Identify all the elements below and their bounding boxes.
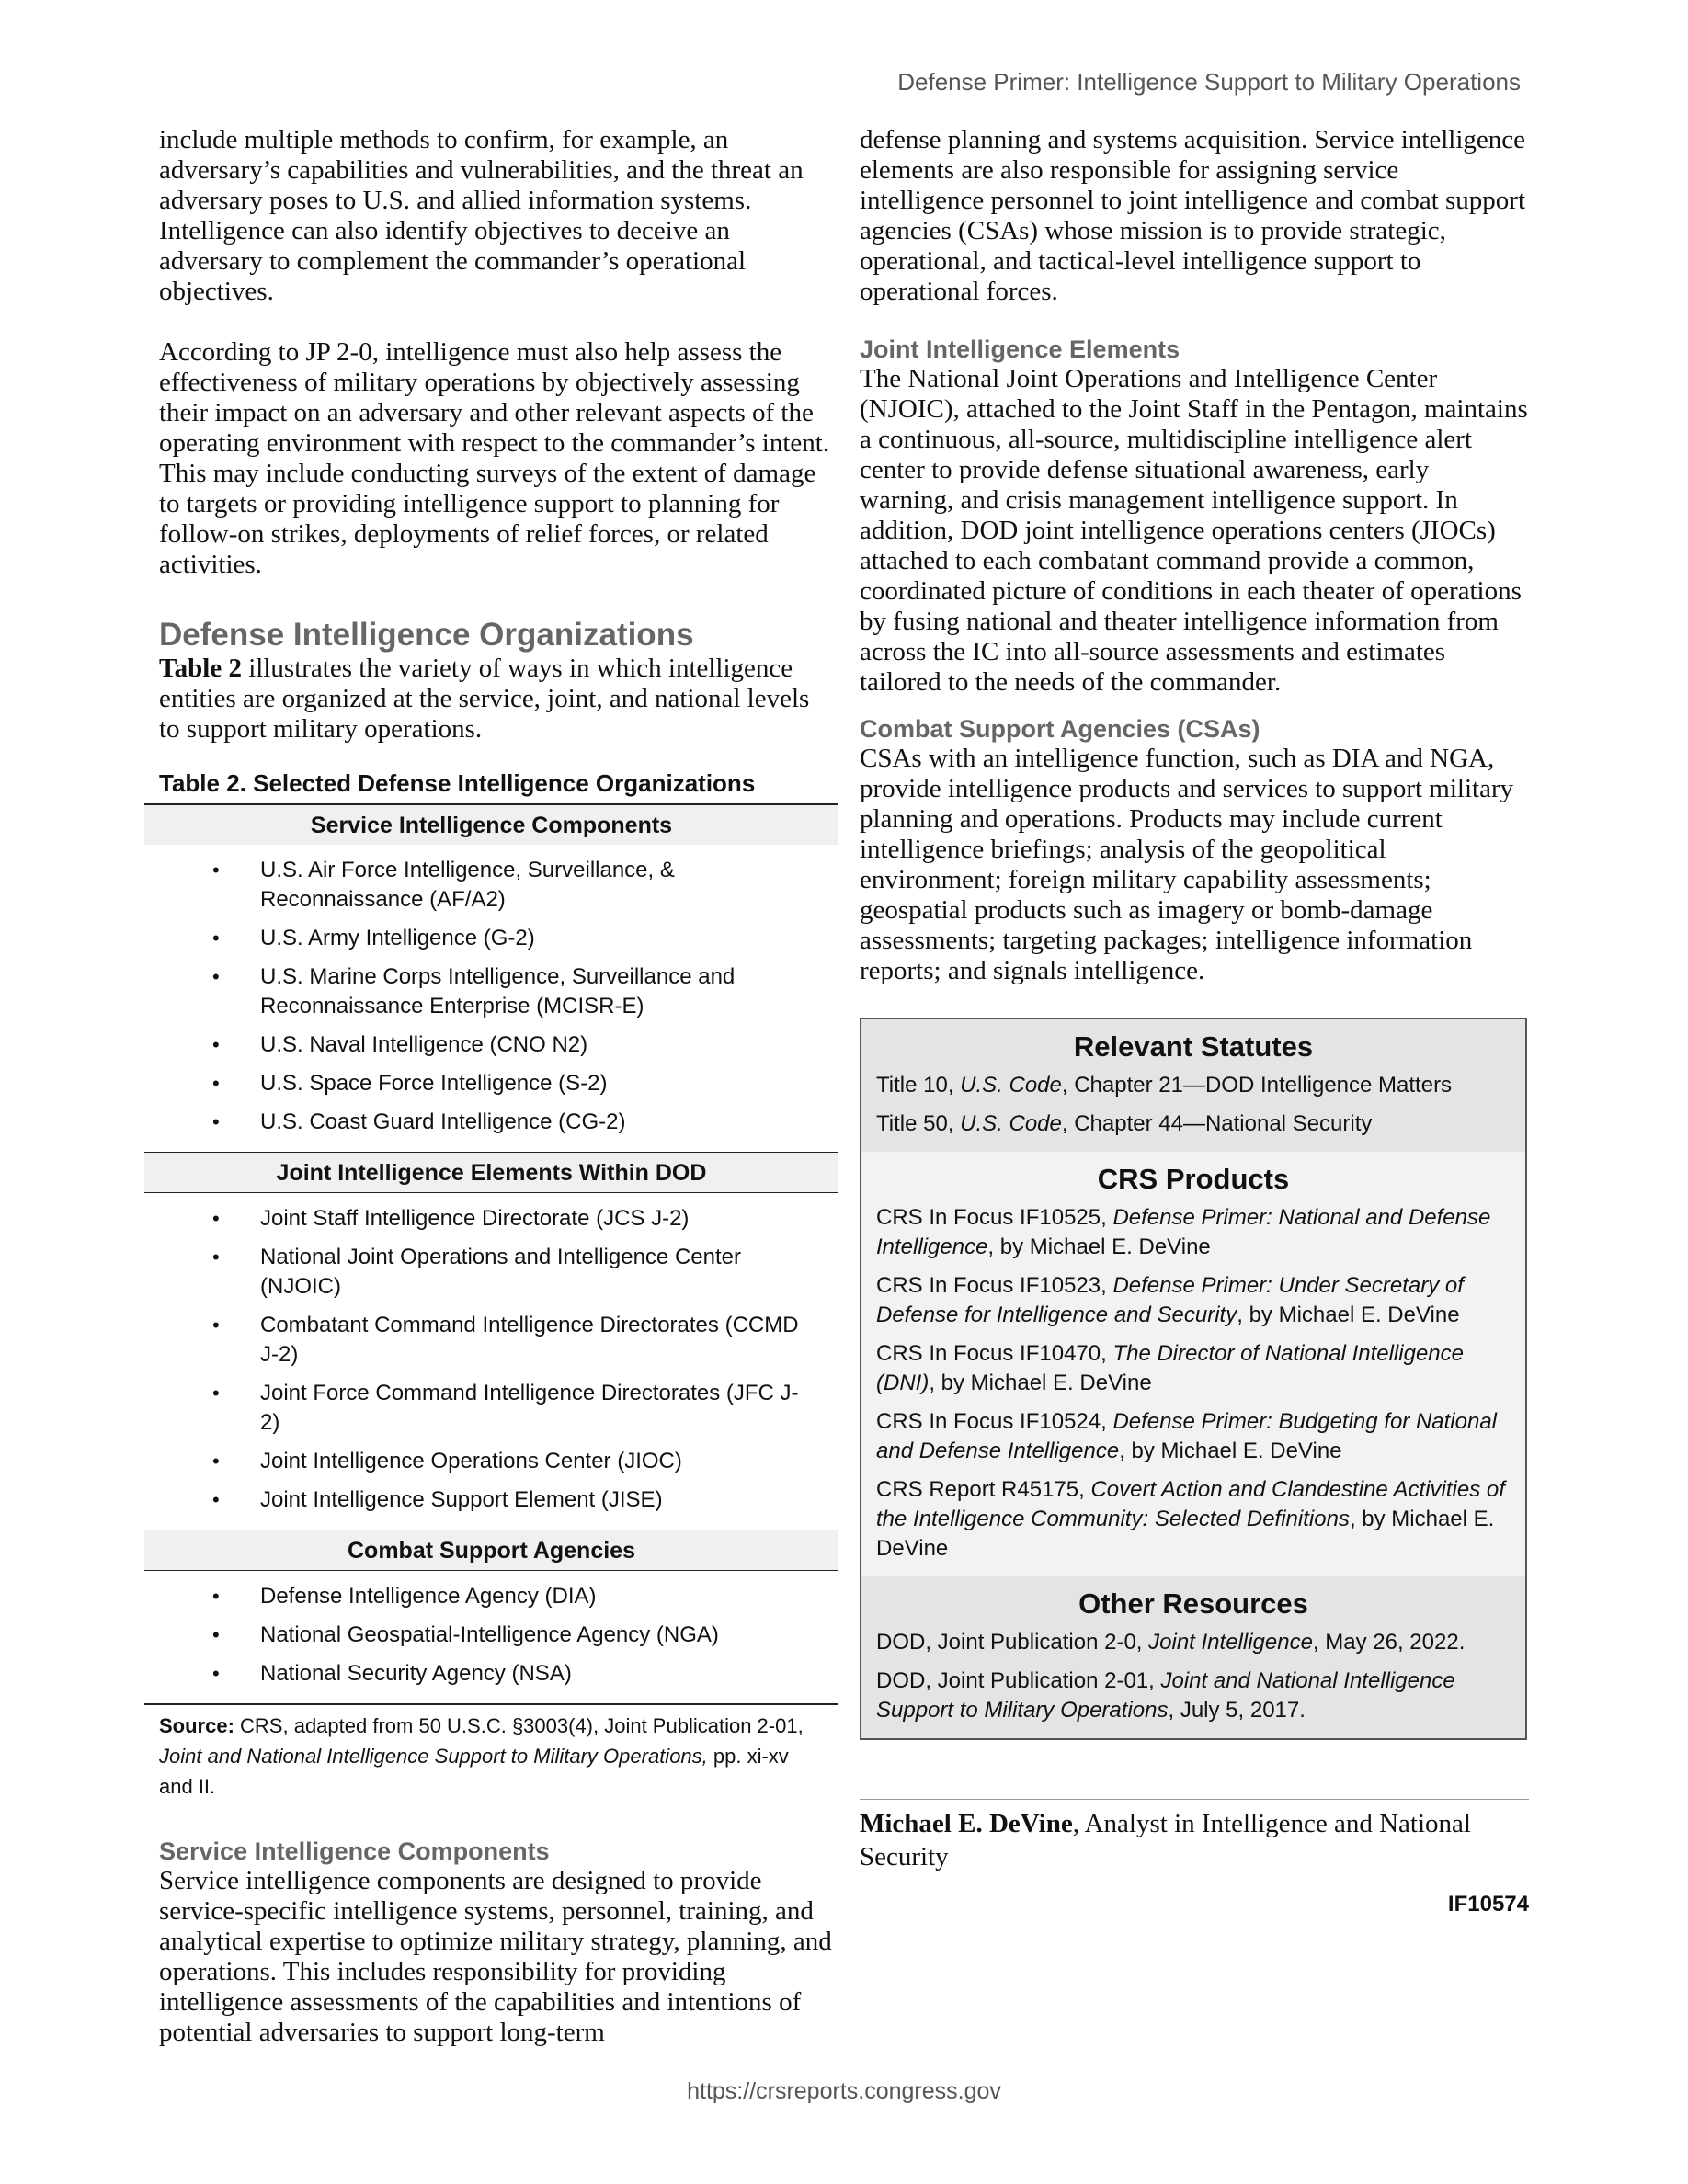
bullet-icon: •	[212, 1314, 220, 1337]
source-title: Joint and National Intelligence Support to Military Operations,	[159, 1745, 708, 1768]
list-item	[144, 1069, 838, 1098]
list-item	[144, 1243, 838, 1302]
heading-defense-intelligence-organizations: Defense Intelligence Organizations	[159, 617, 694, 653]
table-source-note	[144, 1703, 838, 1802]
list-item-text: U.S. Air Force Intelligence, Surveillance, & Reconnaissance (AF/A2)	[260, 858, 675, 912]
crs-products-section	[861, 1152, 1525, 1576]
running-header: Defense Primer: Intelligence Support to Military Operations	[897, 68, 1521, 96]
list-item	[144, 1582, 838, 1611]
list-item	[144, 1030, 838, 1060]
document-id: IF10574	[1447, 1892, 1529, 1917]
list-item-text: National Geospatial-Intelligence Agency (NGA)	[260, 1622, 719, 1647]
list-item-text: Joint Intelligence Operations Center (JIOC)	[260, 1449, 682, 1473]
table-section-header: Service Intelligence Components	[144, 803, 838, 845]
table-section-list	[144, 1193, 838, 1530]
table-section-list	[144, 1571, 838, 1703]
right-column	[860, 125, 1529, 1917]
list-item	[144, 1379, 838, 1438]
paragraph-left-4: Service intelligence components are designed to provide service-specific intelligence systems, personnel, training, and analytical expertise to optimize military strategy, planning, and operations. This includes responsibility for providing intelligence assessments of the capabilities and intentions of potential adversaries to support long-term	[159, 1866, 832, 2047]
list-item	[144, 924, 838, 953]
list-item-text: Joint Intelligence Support Element (JISE)	[260, 1487, 663, 1512]
list-item-text: Combatant Command Intelligence Directorates (CCMD J-2)	[260, 1313, 799, 1367]
bullet-icon: •	[212, 1207, 220, 1230]
author-block	[860, 1799, 1529, 1917]
table-section-list	[144, 845, 838, 1152]
table-2	[144, 768, 838, 1802]
list-item	[144, 1485, 838, 1515]
author-name: Michael E. DeVine	[860, 1809, 1073, 1838]
left-column	[159, 125, 837, 2048]
source-label: Source:	[159, 1714, 234, 1737]
bullet-icon: •	[212, 1246, 220, 1268]
list-item-text: Defense Intelligence Agency (DIA)	[260, 1584, 597, 1609]
list-item	[144, 1621, 838, 1650]
heading-service-intelligence-components: Service Intelligence Components	[159, 1837, 550, 1865]
bullet-icon: •	[212, 1072, 220, 1095]
source-text: CRS, adapted from 50 U.S.C. §3003(4), Joint Publication 2-01,	[234, 1714, 804, 1737]
list-item-text: U.S. Coast Guard Intelligence (CG-2)	[260, 1109, 626, 1134]
paragraph-left-3	[159, 654, 837, 745]
heading-combat-support-agencies: Combat Support Agencies (CSAs)	[860, 715, 1260, 743]
bullet-icon: •	[212, 1033, 220, 1056]
list-item	[144, 1659, 838, 1689]
product-item[interactable]: CRS In Focus IF10523, Defense Primer: Under Secretary of Defense for Intelligence and Security, by Michael E. DeVine	[876, 1273, 1464, 1327]
list-item-text: U.S. Space Force Intelligence (S-2)	[260, 1071, 608, 1096]
bullet-icon: •	[212, 1662, 220, 1685]
bullet-icon: •	[212, 1382, 220, 1405]
bullet-icon: •	[212, 1488, 220, 1511]
list-item	[144, 1108, 838, 1137]
box-section-title: Other Resources	[1078, 1587, 1308, 1620]
list-item	[144, 1204, 838, 1234]
resources-box	[860, 1018, 1527, 1740]
statute-item: Title 10, U.S. Code, Chapter 21—DOD Intelligence Matters	[876, 1073, 1453, 1098]
table-ref-link[interactable]: Table 2	[159, 654, 242, 683]
bullet-icon: •	[212, 1623, 220, 1646]
paragraph-right-1: defense planning and systems acquisition. Service intelligence elements are also responsible for assigning service intelligence personnel to joint intelligence and combat support agencies (CSAs) whose mission is to provide strategic, operational, and tactical-level intelligence support to operational forces.	[860, 125, 1525, 306]
paragraph-right-2: The National Joint Operations and Intelligence Center (NJOIC), attached to the Joint Staff in the Pentagon, maintains a continuous, all-source, multidiscipline intelligence alert center to provide defense situational awareness, early warning, and crisis management intelligence support. In addition, DOD joint intelligence operations centers (JIOCs) attached to each combatant command provide a common, coordinated picture of conditions in each theater of operations by fusing national and theater intelligence information from across the IC into all-source assessments and estimates tailored to the needs of the commander.	[860, 364, 1528, 697]
list-item-text: U.S. Army Intelligence (G-2)	[260, 926, 535, 950]
list-item-text: Joint Force Command Intelligence Directorates (JFC J-2)	[260, 1381, 799, 1435]
list-item-text: National Security Agency (NSA)	[260, 1661, 572, 1686]
relevant-statutes-section	[861, 1019, 1525, 1152]
list-item-text: National Joint Operations and Intelligence Center (NJOIC)	[260, 1245, 741, 1299]
paragraph-right-3: CSAs with an intelligence function, such as DIA and NGA, provide intelligence products and services to support military planning and operations. Products may include current intelligence briefings; analysis of the geopolitical environment; foreign military capability assessments; geospatial products such as imagery or bomb-damage assessments; targeting packages; intelligence information reports; and signals intelligence.	[860, 744, 1514, 985]
source-text: pp. xi-xv and II.	[159, 1745, 789, 1798]
bullet-icon: •	[212, 927, 220, 950]
product-item[interactable]: CRS In Focus IF10525, Defense Primer: National and Defense Intelligence, by Michael E. DeVine	[876, 1205, 1491, 1259]
list-item-text: U.S. Marine Corps Intelligence, Surveillance and Reconnaissance Enterprise (MCISR-E)	[260, 964, 736, 1018]
paragraph-left-2: According to JP 2-0, intelligence must also help assess the effectiveness of military operations by objectively assessing their impact on an adversary and other relevant aspects of the operating environment with respect to the commander’s intent. This may include conducting surveys of the extent of damage to targets or providing intelligence support to planning for follow-on strikes, deployments of relief forces, or related activities.	[159, 337, 830, 579]
table-section-header: Combat Support Agencies	[144, 1530, 838, 1571]
table-title: Table 2. Selected Defense Intelligence Organizations	[159, 769, 756, 797]
box-section-title: Relevant Statutes	[1073, 1030, 1314, 1063]
product-item[interactable]: CRS Report R45175, Covert Action and Clandestine Activities of the Intelligence Community: Selected Definitions, by Michael E. DeVine	[876, 1477, 1505, 1561]
list-item	[144, 1447, 838, 1476]
bullet-icon: •	[212, 965, 220, 988]
resource-item: DOD, Joint Publication 2-01, Joint and National Intelligence Support to Military Operations, July 5, 2017.	[876, 1668, 1455, 1723]
bullet-icon: •	[212, 1585, 220, 1608]
table-section-header: Joint Intelligence Elements Within DOD	[144, 1152, 838, 1193]
statute-item: Title 50, U.S. Code, Chapter 44—National Security	[876, 1111, 1373, 1136]
author-line	[860, 1807, 1529, 1873]
list-item	[144, 1311, 838, 1370]
list-item-text: U.S. Naval Intelligence (CNO N2)	[260, 1032, 588, 1057]
list-item-text: Joint Staff Intelligence Directorate (JCS J-2)	[260, 1206, 690, 1231]
other-resources-section	[861, 1576, 1525, 1738]
list-item	[144, 962, 838, 1021]
heading-joint-intelligence-elements: Joint Intelligence Elements	[860, 336, 1180, 363]
product-item[interactable]: CRS In Focus IF10524, Defense Primer: Budgeting for National and Defense Intelligence, by Michael E. DeVine	[876, 1409, 1498, 1463]
bullet-icon: •	[212, 1110, 220, 1133]
box-section-title: CRS Products	[1097, 1163, 1290, 1195]
bullet-icon: •	[212, 1450, 220, 1473]
paragraph-left-1: include multiple methods to confirm, for example, an adversary’s capabilities and vulnerabilities, and the threat an adversary poses to U.S. and allied information systems. Intelligence can also identify objectives to deceive an adversary to complement the commander’s operational objectives.	[159, 125, 804, 306]
footer-url-link[interactable]: https://crsreports.congress.gov	[687, 2078, 1001, 2104]
product-item[interactable]: CRS In Focus IF10470, The Director of National Intelligence (DNI), by Michael E. DeVine	[876, 1341, 1464, 1395]
resource-item: DOD, Joint Publication 2-0, Joint Intelligence, May 26, 2022.	[876, 1630, 1466, 1655]
paragraph-left-3-text: illustrates the variety of ways in which intelligence entities are organized at the service, joint, and national levels to support military operations.	[159, 654, 810, 744]
bullet-icon: •	[212, 859, 220, 882]
list-item	[144, 856, 838, 915]
author-role: , Analyst in Intelligence and National Security	[860, 1809, 1471, 1871]
